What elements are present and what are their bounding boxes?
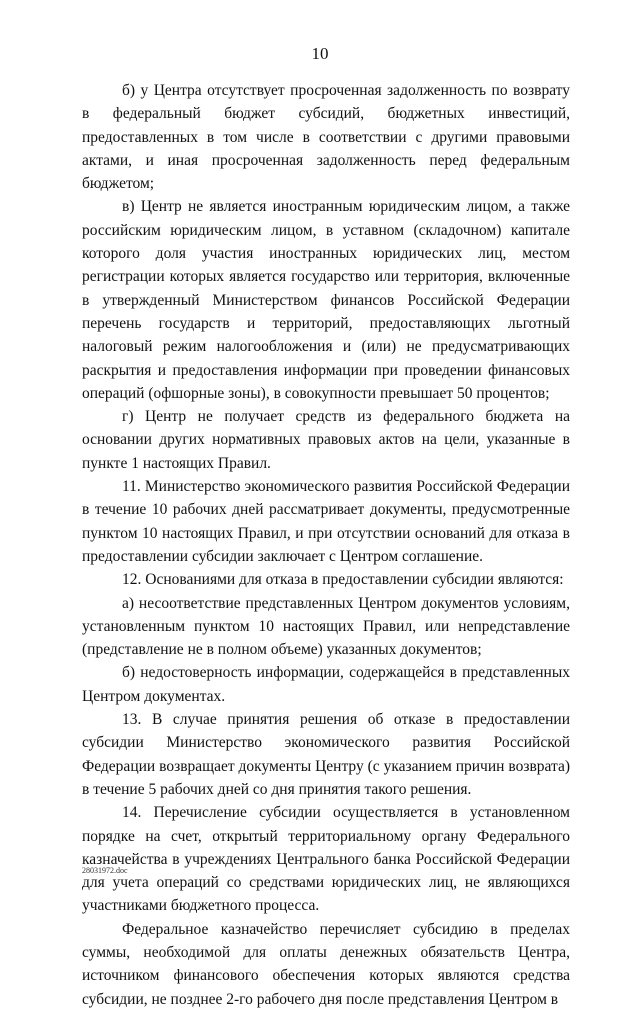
paragraph-v: в) Центр не является иностранным юридическим лицом, а также российским юридическим лицом, в уставном (складочном) капитале которого доля участия иностранных юридических лиц, местом регистрации которых является государство или территория, включенные в утвержденный Министерством финансов Российской Федерации перечень государств и территорий, предоставляющих льготный налоговый режим налогообложения и (или) не предусматривающих раскрытия и предоставления информации при проведении финансовых операций (офшорные зоны), в совокупности превышает 50 процентов; xyxy=(82,198,570,402)
paragraph-12-a: а) несоответствие представленных Центром документов условиям, установленным пунктом 10 настоящих Правил, или непредставление (представление не в полном объеме) указанных документов; xyxy=(82,594,570,659)
paragraph-14: 14. Перечисление субсидии осуществляется в установленном порядке на счет, открытый территориальному органу Федерального казначейства в учреждениях Центрального банка Российской Федерации для учета операций со средствами юридических лиц, не являющихся участниками бюджетного процесса. xyxy=(82,804,570,915)
paragraph-treasury: Федеральное казначейство перечисляет субсидию в пределах суммы, необходимой для оплаты денежных обязательств Центра, источником финансового обеспечения которых являются средства субсидии, не позднее 2-го рабочего дня после представления Центром в xyxy=(82,920,570,1008)
paragraph-12: 12. Основаниями для отказа в предоставлении субсидии являются: xyxy=(122,571,564,589)
paragraph-b: б) у Центра отсутствует просроченная задолженность по возврату в федеральный бюджет субсидий, бюджетных инвестиций, предоставленных в том числе в соответствии с другими правовыми актами, и иная просроченная задолженность перед федеральным бюджетом; xyxy=(82,82,570,193)
paragraph-g: г) Центр не получает средств из федерального бюджета на основании других нормативных правовых актов на цели, указанные в пункте 1 настоящих Правил. xyxy=(82,408,570,472)
paragraph-11: 11. Министерство экономического развития Российской Федерации в течение 10 рабочих дней рассматривает документы, предусмотренные пунктом 10 настоящих Правил, и при отсутствии оснований для отказа в предоставлении субсидии заключает с Центром соглашение. xyxy=(82,478,570,565)
paragraph-12-b: б) недостоверность информации, содержащейся в представленных Центром документах. xyxy=(82,664,570,705)
file-name-footer: 28031972.doc xyxy=(82,866,128,875)
paragraph-13: 13. В случае принятия решения об отказе в предоставлении субсидии Министерство экономического развития Российской Федерации возвращает документы Центру (с указанием причин возврата) в течение 5 рабочих дней со дня принятия такого решения. xyxy=(82,711,570,798)
document-body xyxy=(82,79,570,1011)
page-number: 10 xyxy=(311,44,329,63)
